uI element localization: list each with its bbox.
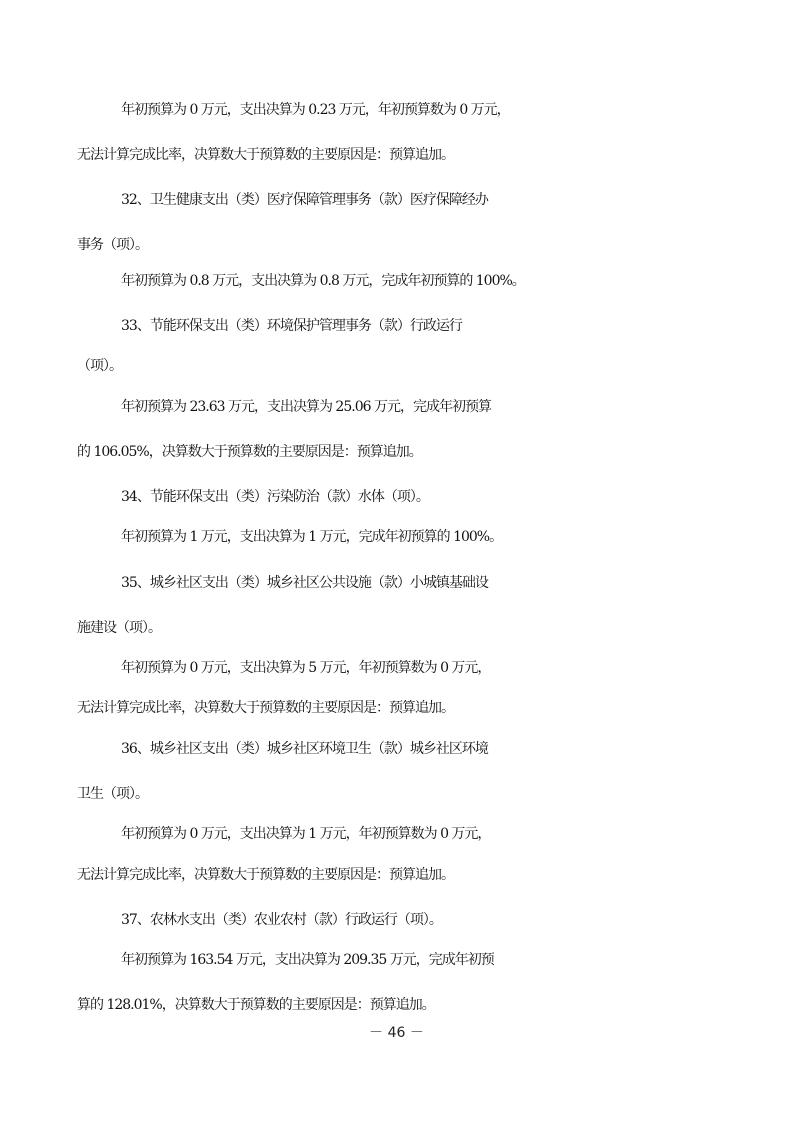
text-line: 无法计算完成比率，决算数大于预算数的主要原因是：预算追加。 [77,700,454,716]
page-number: － 46 － [369,1025,424,1041]
section-heading: 32、卫生健康支出（类）医疗保障管理事务（款）医疗保障经办 [121,192,488,208]
section-heading: 33、节能环保支出（类）环境保护管理事务（款）行政运行 [121,318,462,334]
text-line: 算的 128.01%，决算数大于预算数的主要原因是：预算追加。 [77,997,435,1013]
text-line: 年初预算为 0.8 万元，支出决算为 0.8 万元，完成年初预算的 100%。 [121,273,525,289]
section-heading-cont: 事务（项）。 [77,237,148,253]
text-line: 无法计算完成比率，决算数大于预算数的主要原因是：预算追加。 [77,867,454,883]
section-heading: 35、城乡社区支出（类）城乡社区公共设施（款）小城镇基础设 [121,575,488,591]
text-line: 年初预算为 0 万元，支出决算为 0.23 万元，年初预算数为 0 万元， [121,102,510,118]
text-line: 的 106.05%，决算数大于预算数的主要原因是：预算追加。 [77,444,422,460]
text-line: 年初预算为 0 万元，支出决算为 1 万元，年初预算数为 0 万元， [121,826,491,842]
section-heading-cont: 施建设（项）。 [77,620,161,636]
text-line: 年初预算为 0 万元，支出决算为 5 万元，年初预算数为 0 万元， [121,660,491,676]
section-heading-cont: （项）。 [77,358,122,374]
section-heading-cont: 卫生（项）。 [77,786,148,802]
section-heading: 37、农林水支出（类）农业农村（款）行政运行（项）。 [121,912,442,928]
text-line: 年初预算为 1 万元，支出决算为 1 万元，完成年初预算的 100%。 [121,529,503,545]
text-line: 无法计算完成比率，决算数大于预算数的主要原因是：预算追加。 [77,147,454,163]
section-heading: 34、节能环保支出（类）污染防治（款）水体（项）。 [121,489,429,505]
text-line: 年初预算为 163.54 万元，支出决算为 209.35 万元，完成年初预 [121,952,494,968]
section-heading: 36、城乡社区支出（类）城乡社区环境卫生（款）城乡社区环境 [121,741,488,757]
text-line: 年初预算为 23.63 万元，支出决算为 25.06 万元，完成年初预算 [121,399,491,415]
